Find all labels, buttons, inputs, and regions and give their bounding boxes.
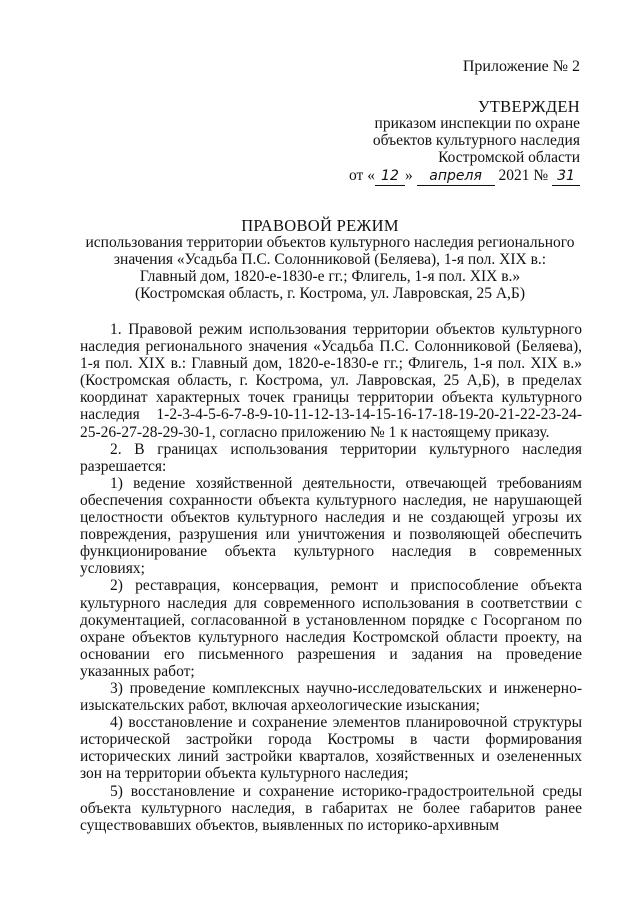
list-item-5: 5) восстановление и сохранение историко-градостроительной среды объекта культурного наследия, в габаритах не более габаритов ранее существовавших объектов, выявленных по историко-архивным (80, 782, 582, 834)
order-date-line (349, 167, 580, 186)
subtitle-line: Главный дом, 1820-е-1830-е гг.; Флигель, 1-я пол. XIX в.» (139, 268, 521, 285)
approval-line: Костромской области (438, 149, 580, 166)
date-day-handwritten: 12 (375, 168, 405, 186)
list-item-3: 3) проведение комплексных научно-исследовательских и инженерно-изыскательских работ, включая археологические изыскания; (80, 679, 582, 715)
date-sep: » (404, 167, 413, 184)
approval-line: приказом инспекции по охране (374, 115, 580, 132)
paragraph-1: 1. Правовой режим использования территории объектов культурного наследия регионального значения «Усадьба П.С. Солонниковой (Беляева), 1-я пол. XIX в.: Главный дом, 1820-е-1830-е гг.; Флигель, 1-я пол. XIX в.» (Костромская область, г. Кострома, ул. Лавровская, 25 А,Б), в пределах координат характерных точек границы территории объекта культурного наследия 1-2-3-4-5-6-7-8-9-10-11-12-13-14-15-16-17-18-19-20-21-22-23-24-25-26-27-28-29-30-1, согласно приложению № 1 к настоящему приказу. (80, 321, 582, 441)
paragraph-2: 2. В границах использования территории культурного наследия разрешается: (80, 440, 582, 475)
document-body (80, 321, 582, 834)
subtitle-line: значения «Усадьба П.С. Солонниковой (Беляева), 1-я пол. XIX в.: (113, 251, 547, 268)
date-month-handwritten: апреля (417, 168, 495, 186)
document-title: ПРАВОВОЙ РЕЖИМ (241, 216, 399, 235)
list-item-2: 2) реставрация, консервация, ремонт и приспособление объекта культурного наследия для современного использования в соответствии с документацией, согласованной в установленном порядке с Госорганом по охране объектов культурного наследия Костромской области проекту, на основании его письменного разрешения и задания на проведение указанных работ; (80, 577, 582, 680)
approved-heading: УТВЕРЖДЕН (477, 97, 580, 116)
list-item-4: 4) восстановление и сохранение элементов планировочной структуры исторической застройки города Костромы в части формирования исторических линий застройки кварталов, хозяйственных и озелененных зон на территории объекта культурного наследия; (80, 714, 582, 783)
appendix-label: Приложение № 2 (462, 58, 580, 75)
date-prefix: от « (349, 167, 375, 184)
approval-line: объектов культурного наследия (372, 132, 580, 149)
order-number-handwritten: 31 (552, 168, 580, 186)
subtitle-line: (Костромская область, г. Кострома, ул. Лавровская, 25 А,Б) (135, 285, 525, 302)
list-item-1: 1) ведение хозяйственной деятельности, отвечающей требованиям обеспечения сохранности объекта культурного наследия, не нарушающей целостности объектов культурного наследия и не создающей угрозы их повреждения, разрушения или уничтожения и позволяющей обеспечить функционирование объекта культурного наследия в современных условиях; (80, 474, 582, 578)
approval-authority (373, 115, 580, 166)
subtitle-line: использования территории объектов культурного наследия регионального (85, 234, 575, 251)
document-subtitle (60, 234, 600, 302)
date-year-number: 2021 № (498, 167, 549, 184)
